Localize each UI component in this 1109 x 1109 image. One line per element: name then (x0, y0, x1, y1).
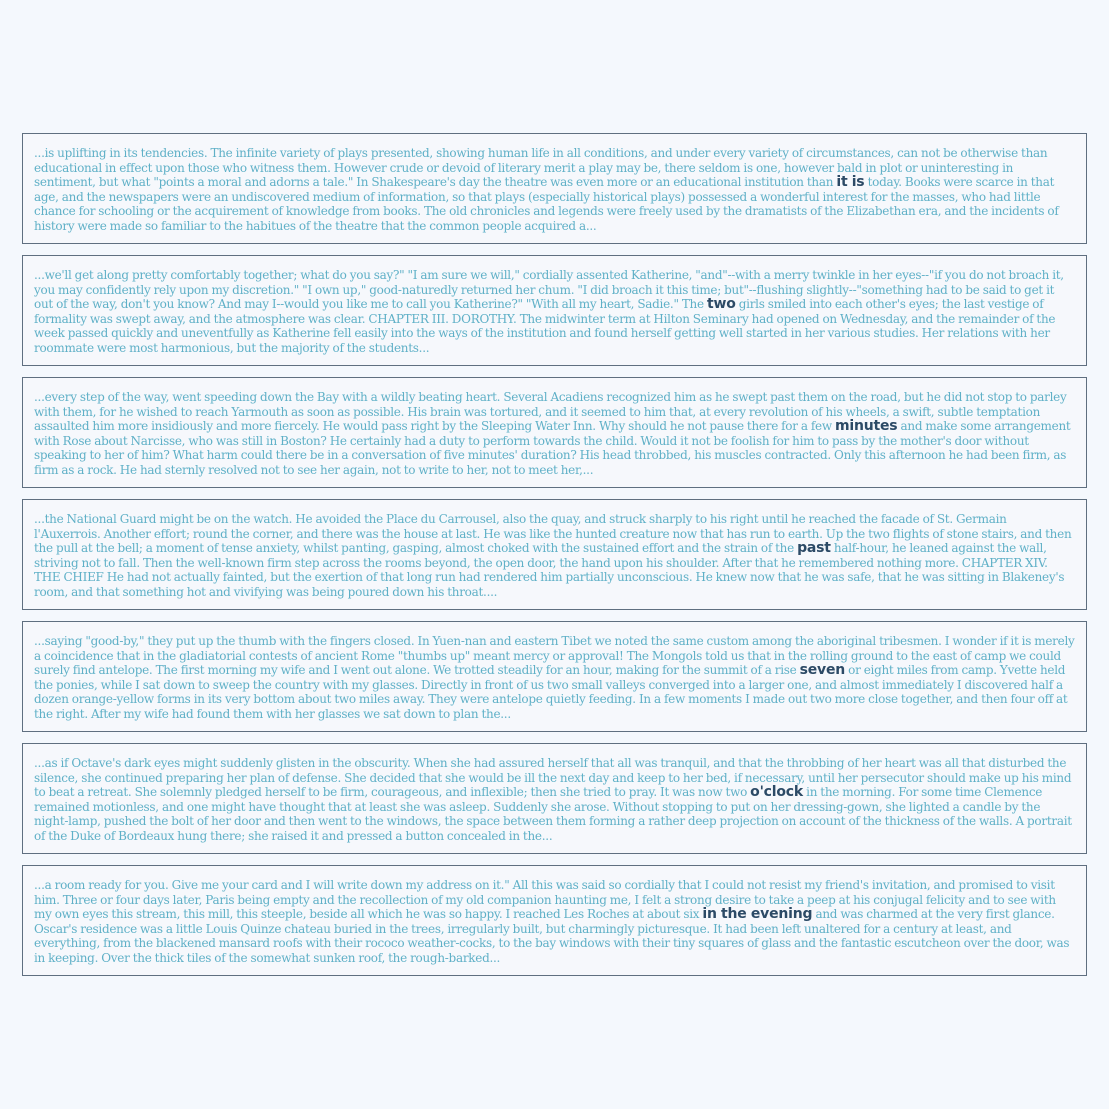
snippet-text-before: ...is uplifting in its tendencies. The infinite variety of plays presented, showing human life in all conditions, and under every variety of circumstances, can not be otherwise than educational in effect upon those who witness them. However crude or devoid of literary merit a play may be, there seldom is one, however bald in plot or uninteresting in sentiment, but what "points a moral and adorns a tale." In Shakespeare's day the theatre was even more or an educational institution than (34, 146, 1048, 190)
snippet-text-after: and was charmed at the very first glance. Oscar's residence was a little Louis Quinze chateau buried in the trees, irregularly built, but charmingly picturesque. It had been left unaltered for a century at least, and everything, from the blackened mansard roofs with their rococo weather-cocks, to the bay windows with their tiny squares of glass and the fantastic escutcheon over the door, was in keeping. Over the thick tiles of the somewhat sunken roof, the rough-barked... (34, 907, 1070, 965)
snippet-text-before: ...a room ready for you. Give me your card and I will write down my address on it." All this was said so cordially that I could not resist my friend's invitation, and promised to visit him. Three or four days later, Paris being empty and the recollection of my old companion haunting me, I felt a strong desire to take a peep at his conjugal felicity and to see with my own eyes this stream, this mill, this steeple, beside all which he was so happy. I reached Les Roches at about six (34, 878, 1056, 922)
snippet-text (34, 512, 1076, 600)
highlighted-phrase: seven (799, 662, 846, 679)
snippet-card (22, 743, 1087, 854)
snippet-text-after: or eight miles from camp. Yvette held the ponies, while I sat down to sweep the country with my glasses. Directly in front of us two small valleys converged into a larger one, and almost immediately I discovered half a dozen orange-yellow forms in its very bottom about two miles away. They were antelope quietly feeding. In a few moments I made out two more close together, and then four off at the right. After my wife had found them with her glasses we sat down to plan the... (34, 663, 1068, 721)
snippet-text-after: and make some arrangement with Rose about Narcisse, who was still in Boston? He certainly had a duty to perform towards the child. Would it not be foolish for him to pass by the mother's door without speaking to her of him? What harm could there be in a conversation of five minutes' duration? His head throbbed, his muscles contracted. Only this afternoon he had been firm, as firm as a rock. He had sternly resolved not to see her again, not to write to her, not to meet her,... (34, 419, 1071, 477)
snippet-text (34, 756, 1076, 844)
snippet-text (34, 878, 1076, 966)
snippet-card (22, 255, 1087, 366)
highlighted-phrase: two (706, 296, 736, 313)
snippet-list (22, 133, 1087, 987)
snippet-text (34, 634, 1076, 722)
snippet-text-before: ...as if Octave's dark eyes might suddenly glisten in the obscurity. When she had assured herself that all was tranquil, and that the throbbing of her heart was all that disturbed the silence, she continued preparing her plan of defense. She decided that she would be ill the next day and keep to her bed, if necessary, until her persecutor should make up his mind to beat a retreat. She solemnly pledged herself to be firm, courageous, and inflexible; then she tried to pray. It was now two (34, 756, 1072, 800)
snippet-text-before: ...the National Guard might be on the watch. He avoided the Place du Carrousel, also the quay, and struck sharply to his right until he reached the facade of St. Germain l'Auxerrois. Another effort; round the corner, and there was the house at last. He was like the hunted creature now that has run to earth. Up the two flights of stone stairs, and then the pull at the bell; a moment of tense anxiety, whilst panting, gasping, almost choked with the sustained effort and the strain of the (34, 512, 1072, 556)
snippet-card (22, 377, 1087, 488)
snippet-text-before: ...we'll get along pretty comfortably together; what do you say?" "I am sure we will," cordially assented Katherine, "and"--with a merry twinkle in her eyes--"if you do not broach it, you may confidently rely upon my discretion." "I own up," good-naturedly returned her chum. "I did broach it this time; but"--flushing slightly--"something had to be said to get it out of the way, don't you know? And may I--would you like me to call you Katherine?" "With all my heart, Sadie." The (34, 268, 1064, 312)
snippet-card (22, 133, 1087, 244)
snippet-text-after: half-hour, he leaned against the wall, striving not to fall. Then the well-known firm step across the rooms beyond, the open door, the hand upon his shoulder. After that he remembered nothing more. CHAPTER XIV. THE CHIEF He had not actually fainted, but the exertion of that long run had rendered him partially unconscious. He knew now that he was safe, that he was sitting in Blakeney's room, and that something hot and vivifying was being poured down his throat.... (34, 541, 1065, 599)
highlighted-phrase: o'clock (750, 784, 803, 801)
snippet-text-after: in the morning. For some time Clemence remained motionless, and one might have thought that at least she was asleep. Suddenly she arose. Without stopping to put on her dressing-gown, she lighted a candle by the night-lamp, pushed the bolt of her door and then went to the windows, the space between them forming a rather deep projection on account of the thickness of the walls. A portrait of the Duke of Bordeaux hung there; she raised it and pressed a button concealed in the... (34, 785, 1072, 843)
snippet-text-before: ...every step of the way, went speeding down the Bay with a wildly beating heart. Several Acadiens recognized him as he swept past them on the road, but he did not stop to parley with them, for he wished to reach Yarmouth as soon as possible. His brain was tortured, and it seemed to him that, at every revolution of his wheels, a swift, subtle temptation assaulted him more insidiously and more fiercely. He would pass right by the Sleeping Water Inn. Why should he not pause there for a few (34, 390, 1067, 434)
snippet-card (22, 499, 1087, 610)
snippet-card (22, 865, 1087, 976)
highlighted-phrase: past (797, 540, 831, 557)
snippet-text-after: today. Books were scarce in that age, and the newspapers were an undiscovered medium of information, so that plays (especially historical plays) possessed a wonderful interest for the masses, who had little chance for schooling or the acquirement of knowledge from books. The old chronicles and legends were freely used by the dramatists of the Elizabethan era, and the incidents of history were made so familiar to the habitues of the theatre that the common people acquired a... (34, 175, 1059, 233)
snippet-text-before: ...saying "good-by," they put up the thumb with the fingers closed. In Yuen-nan and eastern Tibet we noted the same custom among the aboriginal tribesmen. I wonder if it is merely a coincidence that in the gladiatorial contests of ancient Rome "thumbs up" meant mercy or approval! The Mongols told us that in the rolling ground to the east of camp we could surely find antelope. The first morning my wife and I went out alone. We trotted steadily for an hour, making for the summit of a rise (34, 634, 1075, 678)
snippet-text (34, 268, 1076, 356)
snippet-card (22, 621, 1087, 732)
highlighted-phrase: it is (836, 174, 865, 191)
highlighted-phrase: minutes (834, 418, 898, 435)
snippet-text-after: girls smiled into each other's eyes; the last vestige of formality was swept away, and the atmosphere was clear. CHAPTER III. DOROTHY. The midwinter term at Hilton Seminary had opened on Wednesday, and the remainder of the week passed quickly and uneventfully as Katherine fell easily into the ways of the institution and found herself getting well started in her various studies. Her relations with her roommate were most harmonious, but the majority of the students... (34, 297, 1056, 355)
highlighted-phrase: in the evening (702, 906, 813, 923)
snippet-text (34, 146, 1076, 234)
snippet-text (34, 390, 1076, 478)
